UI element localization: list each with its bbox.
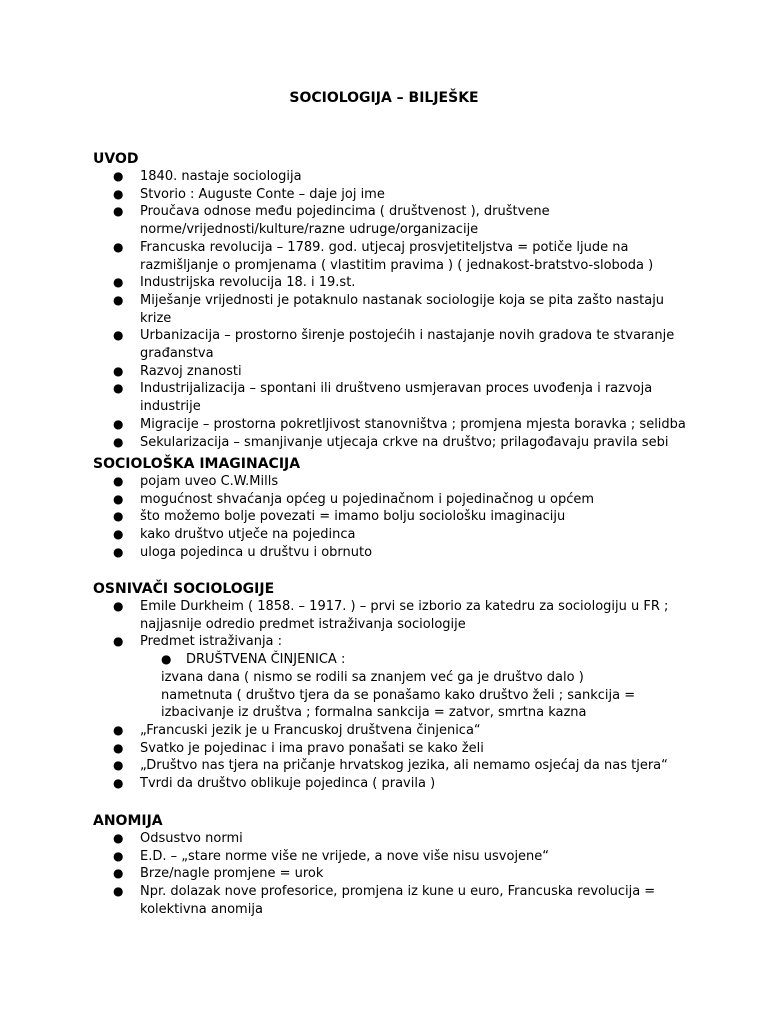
list-item: ● kako društvo utječe na pojedinca bbox=[113, 527, 356, 543]
bullet-list bbox=[93, 722, 693, 793]
bullet-icon: ● bbox=[113, 363, 124, 378]
bullet-icon: ● bbox=[113, 527, 124, 542]
section-heading: UVOD bbox=[93, 151, 139, 167]
bullet-icon: ● bbox=[113, 381, 124, 396]
section-heading: ANOMIJA bbox=[93, 813, 163, 829]
list-item: ● Francuska revolucija – 1789. god. utjecaj prosvjetiteljstva = potiče ljude na razmišljanje o promjenama ( vlastitim pravima ) ( jednakost-bratstvo-sloboda ) bbox=[113, 239, 654, 273]
list-item: ● uloga pojedinca u društvu i obrnuto bbox=[113, 544, 373, 560]
list-item: ● Predmet istraživanja : bbox=[113, 634, 283, 650]
bullet-icon: ● bbox=[113, 416, 124, 431]
list-item: ● Tvrdi da društvo oblikuje pojedinca ( pravila ) bbox=[113, 776, 436, 792]
section-heading: OSNIVAČI SOCIOLOGIJE bbox=[93, 581, 275, 597]
section-osnivaci-sociologije bbox=[93, 580, 693, 793]
bullet-icon: ● bbox=[113, 239, 124, 254]
bullet-list bbox=[93, 473, 693, 562]
bullet-icon: ● bbox=[161, 652, 172, 667]
list-item: ● Urbanizacija – prostorno širenje postojećih i nastajanje novih gradova te stvaranje građanstva bbox=[113, 328, 675, 362]
list-item: ● Razvoj znanosti bbox=[113, 363, 242, 379]
bullet-list bbox=[93, 598, 693, 651]
document-title: SOCIOLOGIJA – BILJEŠKE bbox=[289, 90, 479, 106]
list-item: ● „Francuski jezik je u Francuskoj društvena činjenica“ bbox=[113, 722, 481, 738]
list-item: ● Proučava odnose među pojedincima ( društvenost ), društvene norme/vrijednosti/kulture/razne udruge/organizacije bbox=[113, 204, 550, 238]
section-socioloska-imaginacija bbox=[93, 455, 693, 562]
bullet-icon: ● bbox=[113, 740, 124, 755]
section-heading: SOCIOLOŠKA IMAGINACIJA bbox=[93, 456, 301, 472]
bullet-icon: ● bbox=[113, 758, 124, 773]
bullet-icon: ● bbox=[113, 544, 124, 559]
list-item: ● „Društvo nas tjera na pričanje hrvatskog jezika, ali nemamo osjećaj da nas tjera“ bbox=[113, 758, 668, 774]
bullet-icon: ● bbox=[113, 292, 124, 307]
list-item: ● Stvorio : Auguste Conte – daje joj ime bbox=[113, 186, 385, 202]
list-item: ● Industrijalizacija – spontani ili društveno usmjeravan proces uvođenja i razvoja industrije bbox=[113, 381, 653, 415]
list-item: ● 1840. nastaje sociologija bbox=[113, 169, 302, 184]
list-item: ● Industrijska revolucija 18. i 19.st. bbox=[113, 275, 356, 291]
section-anomija bbox=[93, 812, 693, 919]
bullet-icon: ● bbox=[113, 169, 124, 183]
bullet-icon: ● bbox=[113, 722, 124, 737]
list-item: ● Migracije – prostorna pokretljivost stanovništva ; promjena mjesta boravka ; selidba bbox=[113, 416, 686, 432]
bullet-icon: ● bbox=[113, 186, 124, 201]
sub-line: izvana dana ( nismo se rodili sa znanjem već ga je društvo dalo ) bbox=[161, 669, 584, 685]
list-item: ● Miješanje vrijednosti je potaknulo nastanak sociologije koja se pita zašto nastaju krize bbox=[113, 292, 665, 326]
list-item: ● E.D. – „stare norme više ne vrijede, a nove više nisu usvojene“ bbox=[113, 848, 550, 864]
list-item: ● Npr. dolazak nove profesorice, promjena iz kune u euro, Francuska revolucija = kolektivna anomija bbox=[113, 884, 656, 917]
section-uvod bbox=[93, 150, 693, 451]
list-item: ● mogućnost shvaćanja općeg u pojedinačnom i pojedinačnog u općem bbox=[113, 491, 595, 507]
list-item: ● Emile Durkheim ( 1858. – 1917. ) – prvi se izborio za katedru za sociologiju u FR ; najjasnije odredio predmet istraživanja sociologije bbox=[113, 599, 669, 632]
bullet-icon: ● bbox=[113, 434, 124, 449]
bullet-icon: ● bbox=[113, 831, 124, 845]
list-item: ● pojam uveo C.W.Mills bbox=[113, 474, 279, 489]
bullet-icon: ● bbox=[113, 848, 124, 863]
bullet-list bbox=[93, 830, 693, 919]
bullet-icon: ● bbox=[113, 776, 124, 791]
bullet-icon: ● bbox=[113, 491, 124, 506]
list-item: ● što možemo bolje povezati = imamo bolju sociološku imaginaciju bbox=[113, 509, 566, 525]
list-item: ● Brze/nagle promjene = urok bbox=[113, 866, 324, 882]
list-item: ● Sekularizacija – smanjivanje utjecaja crkve na društvo; prilagođavaju pravila sebi bbox=[113, 434, 669, 450]
bullet-icon: ● bbox=[113, 599, 124, 613]
bullet-icon: ● bbox=[113, 474, 124, 488]
sub-list-item: ● DRUŠTVENA ČINJENICA : bbox=[161, 652, 346, 668]
sub-line: nametnuta ( društvo tjera da se ponašamo kako društvo želi ; sankcija = izbacivanje iz društva ; formalna sankcija = zatvor, smrtna kazna bbox=[161, 687, 636, 721]
bullet-icon: ● bbox=[113, 884, 124, 899]
bullet-icon: ● bbox=[113, 204, 124, 219]
bullet-icon: ● bbox=[113, 328, 124, 343]
bullet-icon: ● bbox=[113, 509, 124, 524]
bullet-icon: ● bbox=[113, 634, 124, 649]
list-item: ● Odsustvo normi bbox=[113, 831, 243, 846]
list-item: ● Svatko je pojedinac i ima pravo ponašati se kako želi bbox=[113, 740, 484, 756]
bullet-list bbox=[93, 168, 693, 451]
bullet-icon: ● bbox=[113, 275, 124, 290]
bullet-icon: ● bbox=[113, 866, 124, 881]
